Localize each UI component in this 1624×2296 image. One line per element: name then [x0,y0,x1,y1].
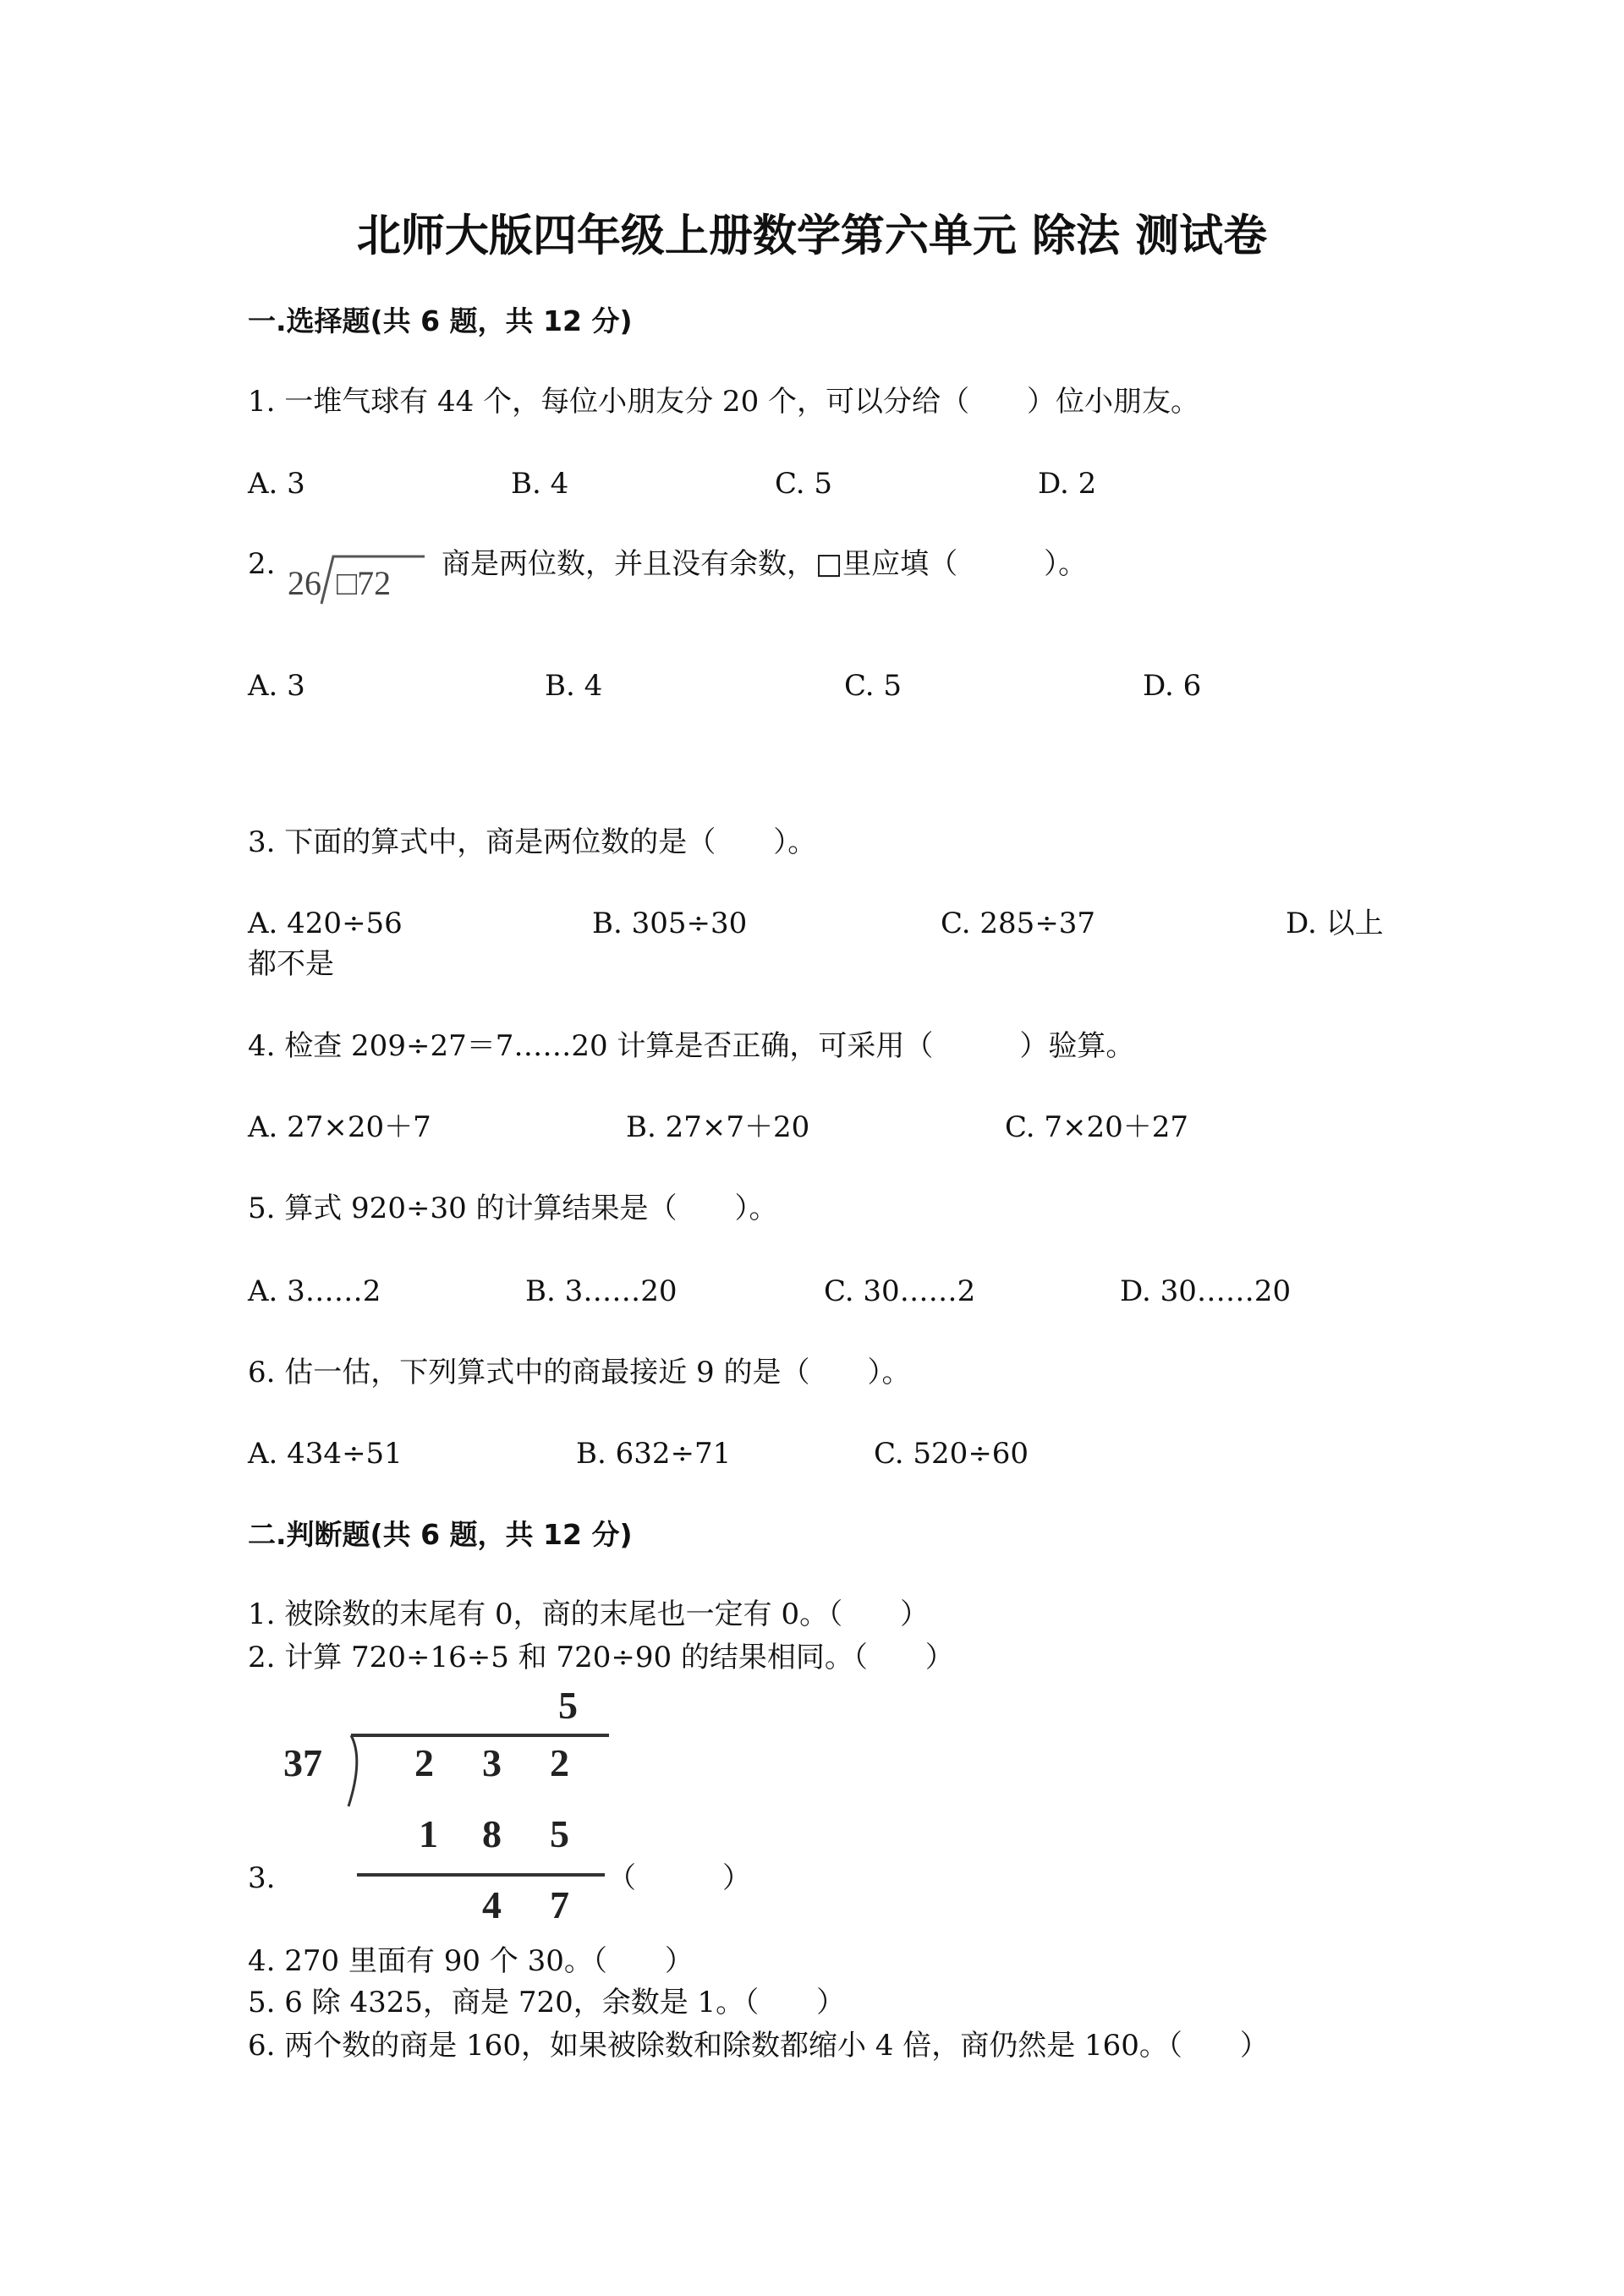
product-digit: 1 [419,1812,438,1855]
option-a: A. 434÷51 [248,1437,403,1471]
option-b: B. 3……20 [525,1274,678,1308]
dividend-digit: 2 [550,1741,569,1784]
product-digit: 8 [482,1812,502,1855]
judge-item-4: 4. 270 里面有 90 个 30。（ ） [248,1944,694,1978]
divisor: 37 [283,1741,322,1784]
divisor: 26 [288,564,321,602]
page-title: 北师大版四年级上册数学第六单元 除法 测试卷 [356,211,1268,262]
section-heading-choice: 一.选择题(共 6 题，共 12 分) [248,304,633,337]
question-1: 1. 一堆气球有 44 个，每位小朋友分 20 个，可以分给（ ）位小朋友。 [248,385,1200,419]
option-a: A. 420÷56 [248,907,403,940]
judge-item-3-blank: （ ） [607,1861,751,1895]
long-division-figure [279,1683,617,1937]
option-a: A. 3 [248,669,305,703]
division-figure-q2 [288,551,423,606]
remainder-digit: 4 [482,1883,502,1926]
option-b: B. 305÷30 [592,907,748,940]
question-3: 3. 下面的算式中，商是两位数的是（ ）。 [248,825,817,859]
option-d: D. 以上 [1286,907,1384,940]
quotient: 5 [558,1684,578,1727]
option-b: B. 4 [545,669,603,703]
option-d-wrap: 都不是 [248,947,334,981]
question-2-number: 2. [248,547,276,581]
option-c: C. 7×20＋27 [1005,1110,1189,1144]
option-c: C. 5 [844,669,903,703]
judge-item-2: 2. 计算 720÷16÷5 和 720÷90 的结果相同。（ ） [248,1641,954,1674]
option-c: C. 285÷37 [941,907,1096,940]
product-digit: 5 [550,1812,569,1855]
option-a: A. 3 [248,467,305,501]
option-c: C. 30……2 [824,1274,976,1308]
option-c: C. 5 [775,467,833,501]
question-6: 6. 估一估，下列算式中的商最接近 9 的是（ ）。 [248,1356,911,1389]
option-c: C. 520÷60 [874,1437,1029,1471]
dividend-digit: 3 [482,1741,502,1784]
question-2: 商是两位数，并且没有余数，□里应填（ ）。 [442,547,1088,581]
remainder-digit: 7 [550,1883,569,1926]
section-heading-judge: 二.判断题(共 6 题，共 12 分) [248,1518,633,1551]
judge-item-3-number: 3. [248,1861,276,1895]
option-d: D. 2 [1038,467,1097,501]
judge-item-1: 1. 被除数的末尾有 0，商的末尾也一定有 0。（ ） [248,1597,930,1631]
dividend: □72 [337,564,392,602]
dividend-digit: 2 [414,1741,434,1784]
question-4: 4. 检查 209÷27＝7……20 计算是否正确，可采用（ ）验算。 [248,1029,1135,1063]
option-d: D. 30……20 [1120,1274,1292,1308]
option-b: B. 632÷71 [576,1437,732,1471]
option-a: A. 3……2 [248,1274,381,1308]
option-b: B. 4 [511,467,569,501]
judge-item-6: 6. 两个数的商是 160，如果被除数和除数都缩小 4 倍，商仍然是 160。（ ） [248,2029,1269,2063]
option-a: A. 27×20＋7 [248,1110,431,1144]
option-b: B. 27×7＋20 [626,1110,810,1144]
option-d: D. 6 [1143,669,1202,703]
question-5: 5. 算式 920÷30 的计算结果是（ ）。 [248,1192,778,1225]
judge-item-5: 5. 6 除 4325，商是 720，余数是 1。（ ） [248,1986,846,2019]
